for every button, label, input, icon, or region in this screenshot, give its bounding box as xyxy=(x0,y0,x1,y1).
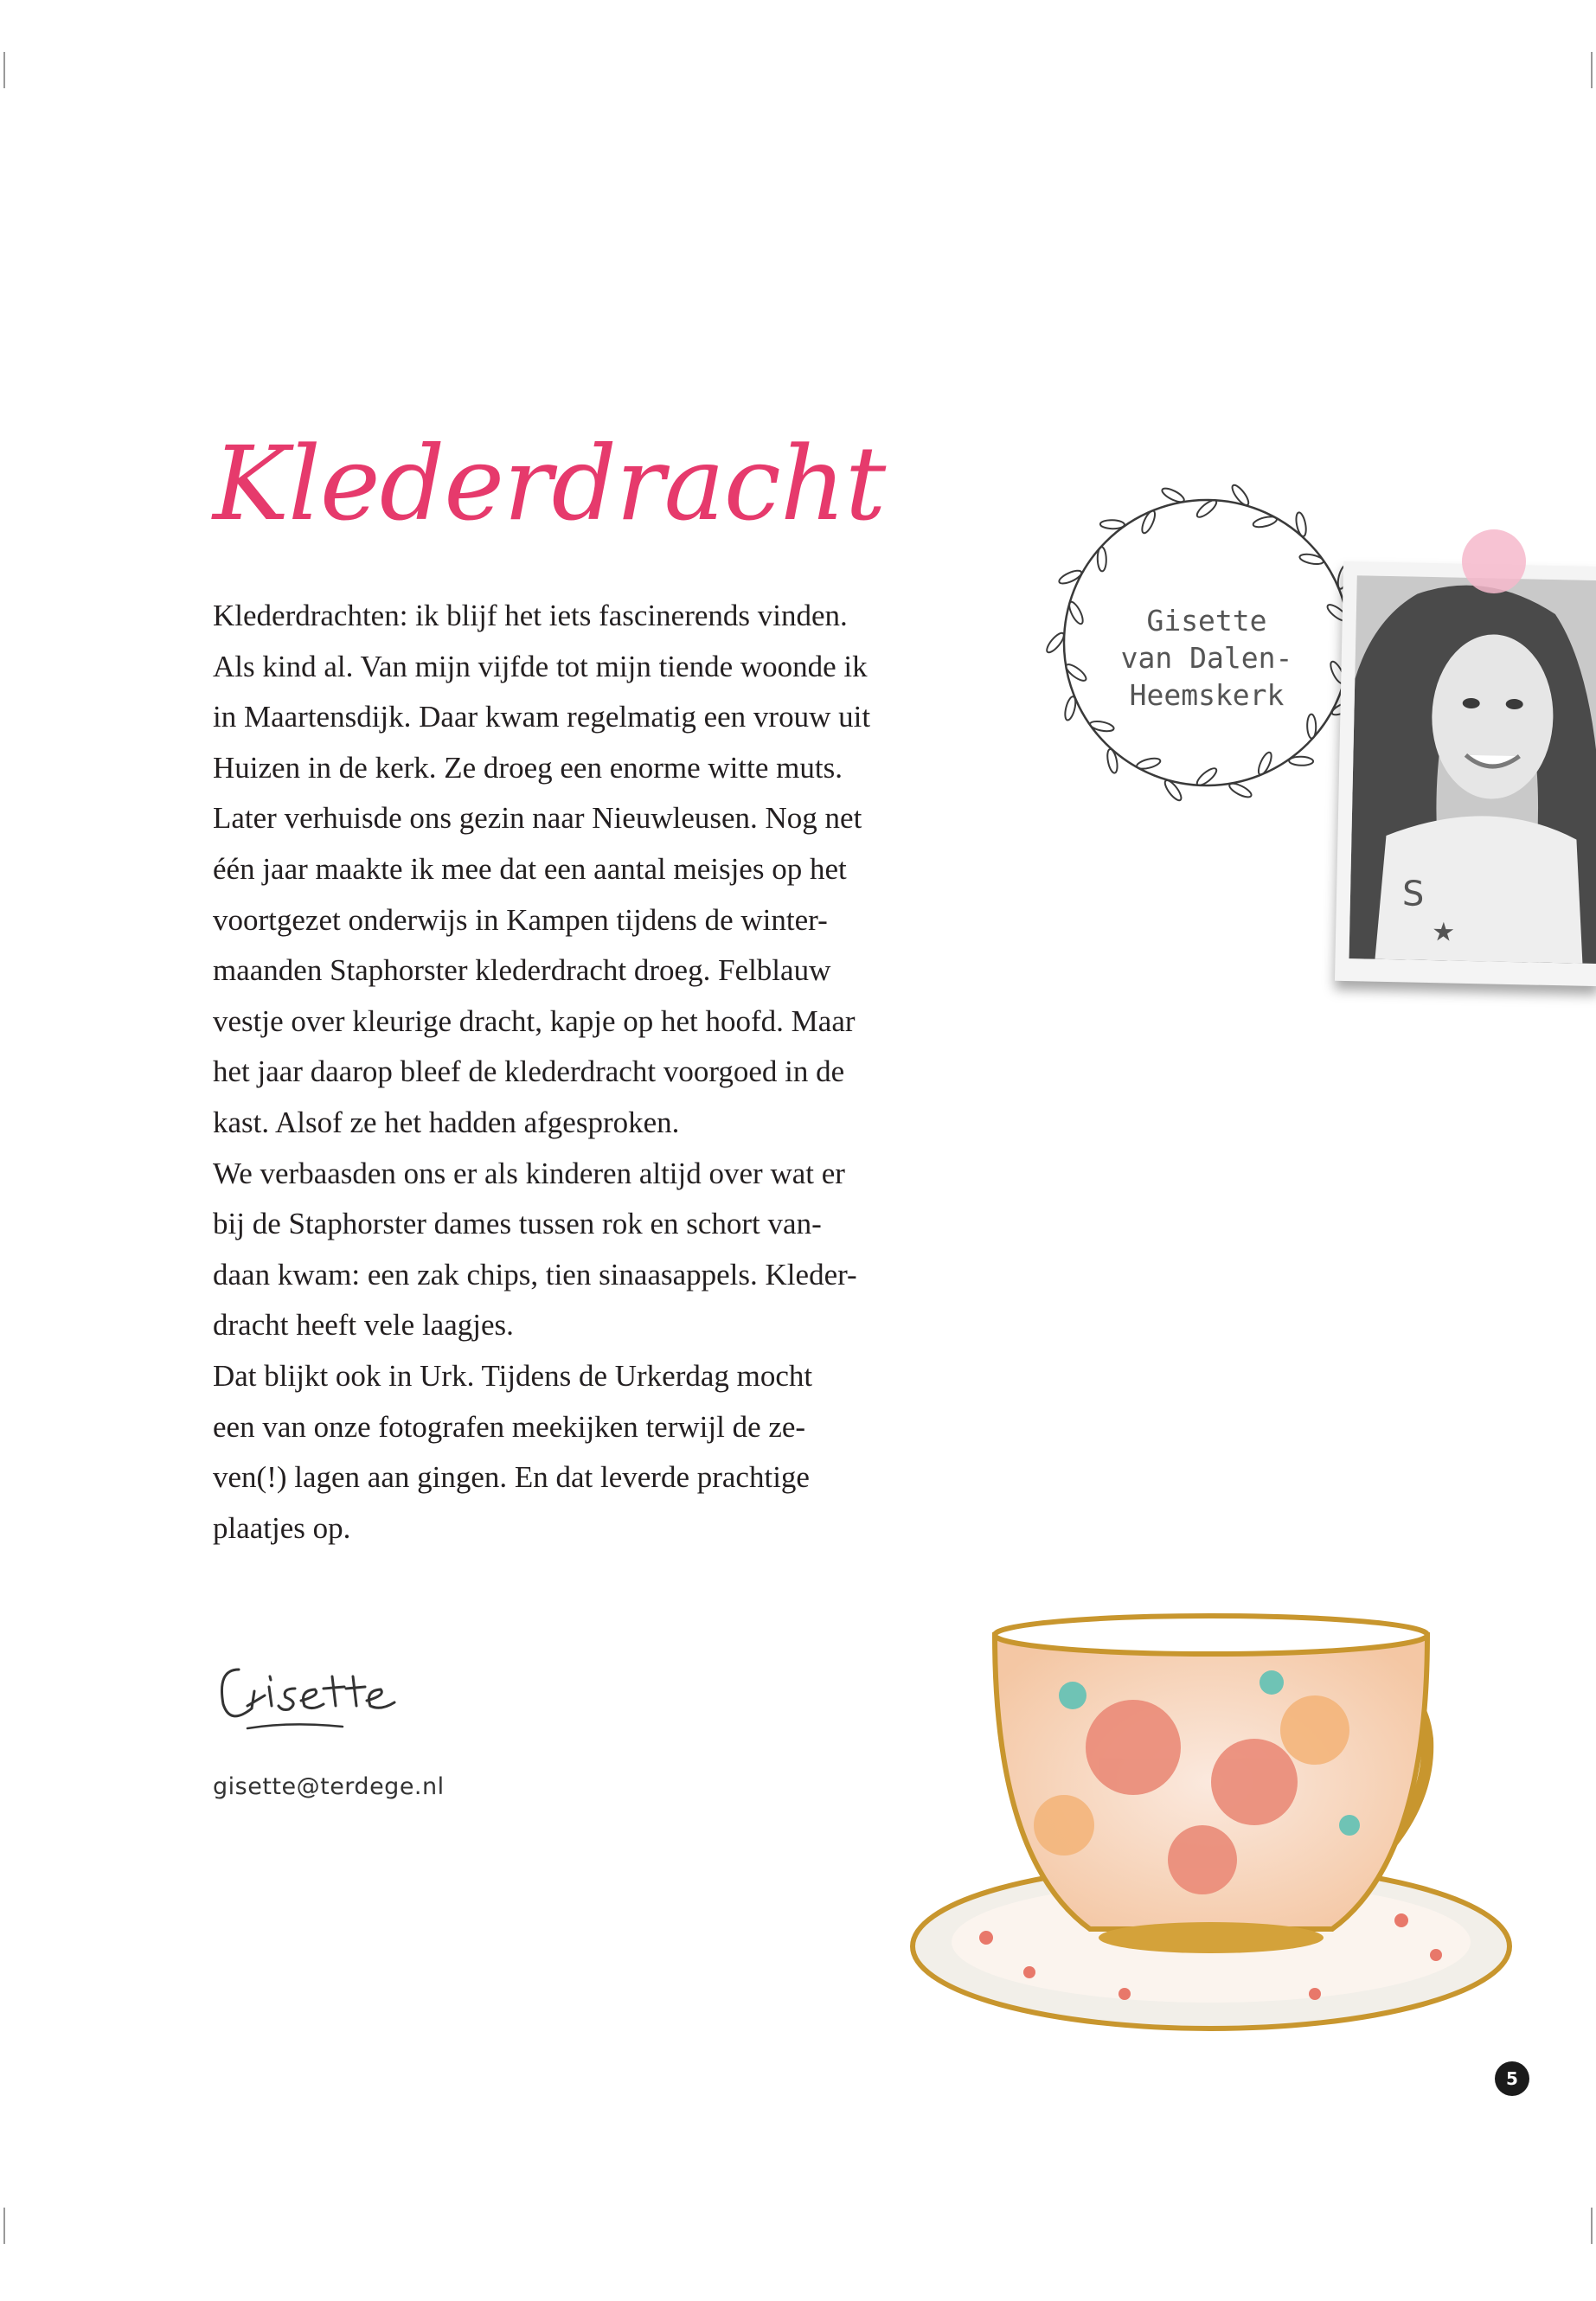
body-line: Als kind al. Van mijn vijfde tot mijn tiende woonde ik xyxy=(213,649,868,683)
wreath-leaf xyxy=(1256,751,1274,777)
author-name-line: Heemskerk xyxy=(1129,678,1285,712)
author-portrait xyxy=(1349,575,1596,964)
article-body xyxy=(213,591,974,1554)
body-line: daan kwam: een zak chips, tien sinaasappels. Kleder- xyxy=(213,1257,857,1292)
body-line: We verbaasden ons er als kinderen altijd over wat er xyxy=(213,1156,845,1190)
wreath-leaf xyxy=(1136,756,1162,771)
wreath-leaf xyxy=(1294,511,1307,536)
wreath-leaf xyxy=(1307,714,1317,738)
crop-mark-top-right xyxy=(1591,52,1593,88)
svg-text:S: S xyxy=(1401,874,1425,914)
body-line: voortgezet onderwijs in Kampen tijdens de winter- xyxy=(213,902,828,937)
signature xyxy=(213,1644,412,1747)
author-name-line: van Dalen- xyxy=(1120,641,1293,675)
author-photo xyxy=(1335,561,1596,986)
author-name-line: Gisette xyxy=(1146,604,1267,638)
wreath-leaf xyxy=(1057,568,1083,586)
body-line: Dat blijkt ook in Urk. Tijdens de Urkerdag mocht xyxy=(213,1358,813,1393)
wreath-leaf xyxy=(1227,781,1253,800)
body-line: maanden Staphorster klederdracht droeg. Felblauw xyxy=(213,953,831,988)
crop-mark-bottom-left xyxy=(3,2208,5,2244)
body-line: een van onze fotografen meekijken terwijl de ze- xyxy=(213,1409,806,1444)
wreath-leaf xyxy=(1160,486,1185,505)
body-line: Huizen in de kerk. Ze droeg een enorme witte muts. xyxy=(213,750,843,785)
crop-mark-bottom-right xyxy=(1591,2208,1593,2244)
page-title: Klederdracht xyxy=(213,424,886,543)
crop-mark-top-left xyxy=(3,52,5,88)
wreath-leaf xyxy=(1089,720,1114,733)
teacup-illustration xyxy=(865,1600,1522,2085)
wreath-leaf xyxy=(1106,748,1118,773)
body-line: in Maartensdijk. Daar kwam regelmatig een vrouw uit xyxy=(213,700,871,734)
wreath-leaf xyxy=(1252,515,1278,529)
wreath-leaf xyxy=(1139,509,1157,535)
body-line: het jaar daarop bleef de klederdracht voorgoed in de xyxy=(213,1054,845,1089)
body-line: vestje over kleurige dracht, kapje op het hoofd. Maar xyxy=(213,1003,856,1038)
wreath-leaf xyxy=(1298,553,1324,566)
body-line: Later verhuisde ons gezin naar Nieuwleusen. Nog net xyxy=(213,801,862,836)
wreath-leaf xyxy=(1097,547,1106,571)
body-line: Klederdrachten: ik blijf het iets fascinerends vinden. xyxy=(213,599,848,632)
decorative-dot xyxy=(1462,529,1526,593)
body-line: ven(!) lagen aan gingen. En dat leverde prachtige xyxy=(213,1460,810,1495)
body-line: bij de Staphorster dames tussen rok en schort van- xyxy=(213,1207,822,1241)
wreath-leaf xyxy=(1289,756,1313,766)
author-name-wreath xyxy=(1038,474,1375,811)
body-line: plaatjes op. xyxy=(213,1510,351,1545)
wreath-leaf xyxy=(1100,520,1125,529)
author-name xyxy=(1038,602,1375,714)
body-line: dracht heeft vele laagjes. xyxy=(213,1308,514,1343)
page-number: 5 xyxy=(1495,2061,1529,2096)
svg-text:★: ★ xyxy=(1431,917,1456,948)
body-line: kast. Alsof ze het hadden afgesproken. xyxy=(213,1105,680,1139)
author-email[interactable]: gisette@terdege.nl xyxy=(213,1773,445,1800)
body-line: één jaar maakte ik mee dat een aantal meisjes op het xyxy=(213,851,847,886)
